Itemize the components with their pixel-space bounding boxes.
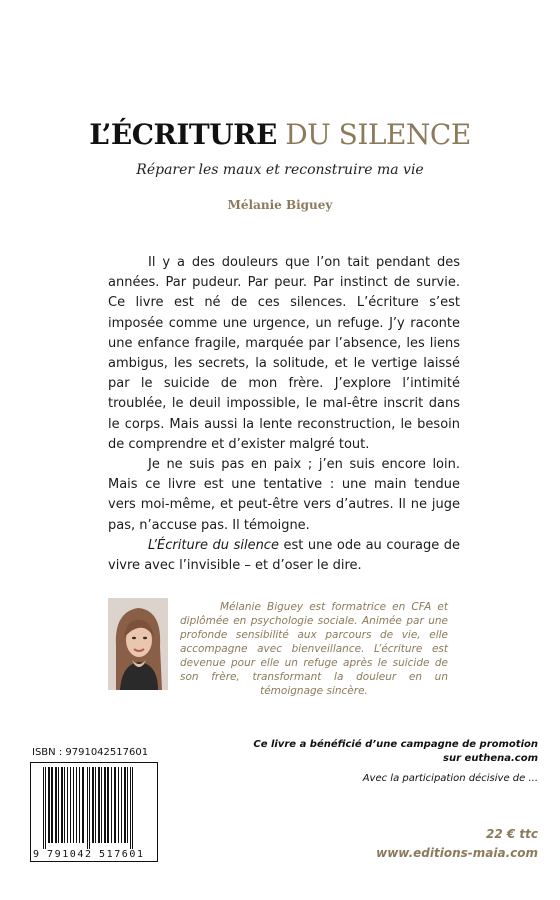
blurb-book-title: L’Écriture du silence — [148, 537, 279, 553]
blurb — [108, 253, 460, 576]
promotion-line-2: sur euthena.com — [443, 753, 538, 764]
blurb-paragraph-3 — [108, 536, 460, 576]
blurb-paragraph-2: Je ne suis pas en paix ; j’en suis encore loin. Mais ce livre est une tentative : une main tendue vers moi-même, et peut-être vers d’autres. Il ne juge pas, n’accuse pas. Il témoigne. — [108, 457, 460, 533]
author-name: Mélanie Biguey — [227, 198, 333, 212]
publisher-website: www.editions-maia.com — [376, 846, 538, 860]
promotion-note — [238, 738, 538, 766]
author-bio: Mélanie Biguey est formatrice en CFA et diplômée en psychologie sociale. Animée par une profonde sensibilité aux parcours de vie, elle accompagne avec bienveillance. L’écriture est devenue pour elle un refuge après le suicide de son frère, transformant la douleur en un témoignage sincère. — [180, 601, 448, 697]
book-title-part2: DU SILENCE — [285, 118, 471, 151]
barcode-digit-first: 9 — [33, 849, 40, 860]
promotion-line-1: Ce livre a bénéficié d’une campagne de promotion — [253, 739, 538, 750]
author-photo — [108, 598, 168, 690]
participation-note: Avec la participation décisive de ... — [362, 773, 538, 784]
isbn-barcode — [30, 762, 158, 862]
book-subtitle: Réparer les maux et reconstruire ma vie — [136, 162, 424, 178]
blurb-paragraph-1: Il y a des douleurs que l’on tait pendant des années. Par pudeur. Par peur. Par instinct de survie. Ce livre est né de ces silences. L’écriture s’est imposée comme une urgence, un refuge. J’y raconte une enfance fragile, marquée par l’absence, les liens ambigus, les secrets, la solitude, et le vertige laissé par le suicide de mon frère. J’explore l’intimité troublée, le deuil impossible, le mal-être inscrit dans le corps. Mais aussi la lente reconstruction, le besoin de comprendre et d’exister malgré tout. — [108, 255, 460, 452]
blurb-paragraph-3-text: est une ode au courage de vivre avec l’invisible – et d’oser le dire. — [108, 537, 460, 574]
isbn-label: ISBN : 9791042517601 — [32, 747, 149, 758]
book-title-part1: L’ÉCRITURE — [89, 118, 277, 151]
book-title — [0, 117, 560, 153]
barcode-digits-group1: 791042 — [47, 849, 91, 860]
price: 22 € ttc — [486, 827, 538, 841]
barcode-digits-group2: 517601 — [99, 849, 143, 860]
